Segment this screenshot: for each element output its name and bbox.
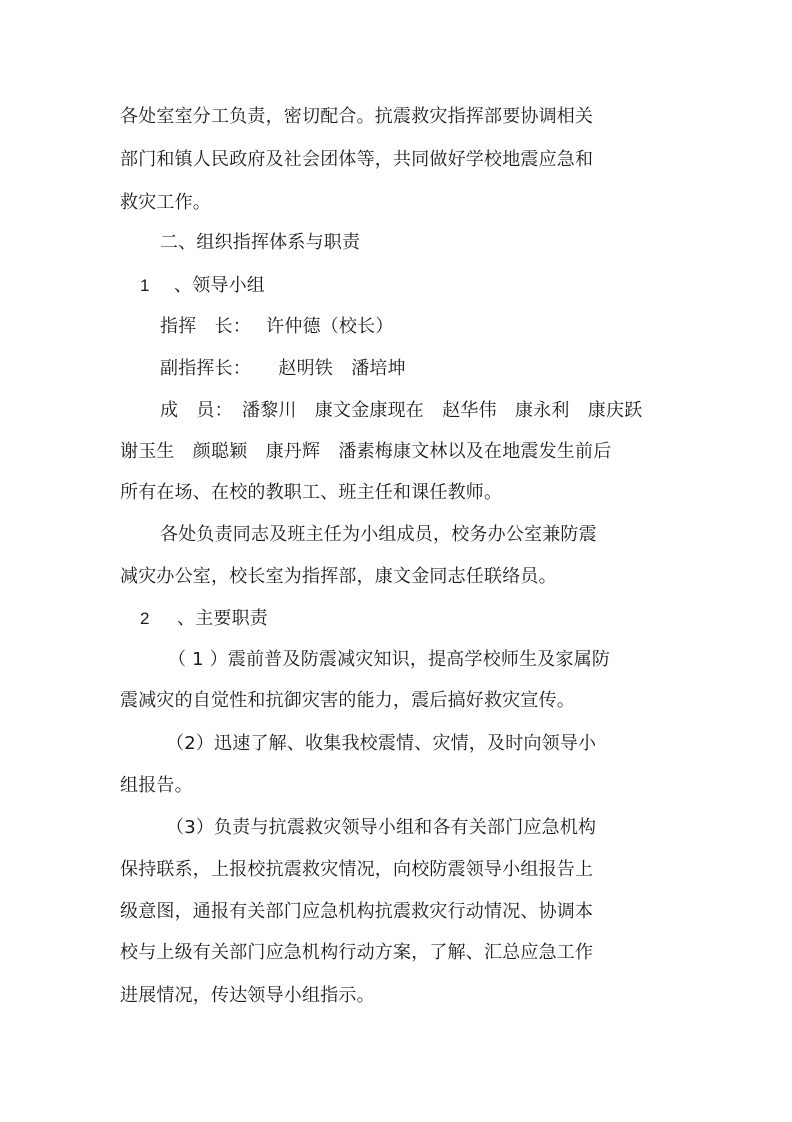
paragraph-line: 成 员： 潘黎川 康文金康现在 赵华伟 康永利 康庆跃 bbox=[160, 400, 643, 421]
paragraph-line: 各处负责同志及班主任为小组成员，校务办公室兼防震 bbox=[160, 524, 597, 545]
paragraph-line: 震减灾的自觉性和抗御灾害的能力，震后搞好救灾宣传。 bbox=[120, 690, 575, 711]
subsection-heading: 、主要职责 bbox=[177, 608, 268, 629]
paragraph-line: 所有在场、在校的教职工、班主任和课任教师。 bbox=[120, 482, 503, 503]
paragraph-line: 副指挥长： 赵明铁 潘培坤 bbox=[160, 358, 406, 379]
paragraph-line: 谢玉生 颜聪颖 康丹辉 潘素梅康文林以及在地震发生前后 bbox=[120, 441, 612, 462]
paragraph-line: 校与上级有关部门应急机构行动方案，了解、汇总应急工作 bbox=[120, 942, 594, 963]
subsection-number: 1 bbox=[140, 276, 150, 295]
paragraph-line: （ 1 ）震前普及防震减灾知识，提高学校师生及家属防 bbox=[168, 649, 611, 670]
paragraph-line: 指挥 长： 许仲德（校长） bbox=[160, 316, 394, 337]
paragraph-line: 减灾办公室，校长室为指挥部，康文金同志任联络员。 bbox=[120, 566, 557, 587]
paragraph-line: 组报告。 bbox=[120, 775, 193, 796]
paragraph-line: 级意图，通报有关部门应急机构抗震救灾行动情况、协调本 bbox=[120, 901, 594, 922]
paragraph-line: 救灾工作。 bbox=[120, 192, 211, 213]
paragraph-line: （3）负责与抗震救灾领导小组和各有关部门应急机构 bbox=[166, 817, 597, 838]
section-heading: 二、组织指挥体系与职责 bbox=[160, 232, 361, 253]
paragraph-line: 各处室室分工负责，密切配合。抗震救灾指挥部要协调相关 bbox=[120, 106, 594, 127]
subsection-number: 2 bbox=[140, 609, 150, 628]
paragraph-line: 部门和镇人民政府及社会团体等，共同做好学校地震应急和 bbox=[120, 149, 594, 170]
paragraph-line: （2）迅速了解、收集我校震情、灾情，及时向领导小 bbox=[166, 733, 597, 754]
paragraph-line: 进展情况，传达领导小组指示。 bbox=[120, 985, 375, 1006]
subsection-heading: 、领导小组 bbox=[174, 275, 265, 296]
paragraph-line: 保持联系，上报校抗震救灾情况，向校防震领导小组报告上 bbox=[120, 859, 594, 880]
